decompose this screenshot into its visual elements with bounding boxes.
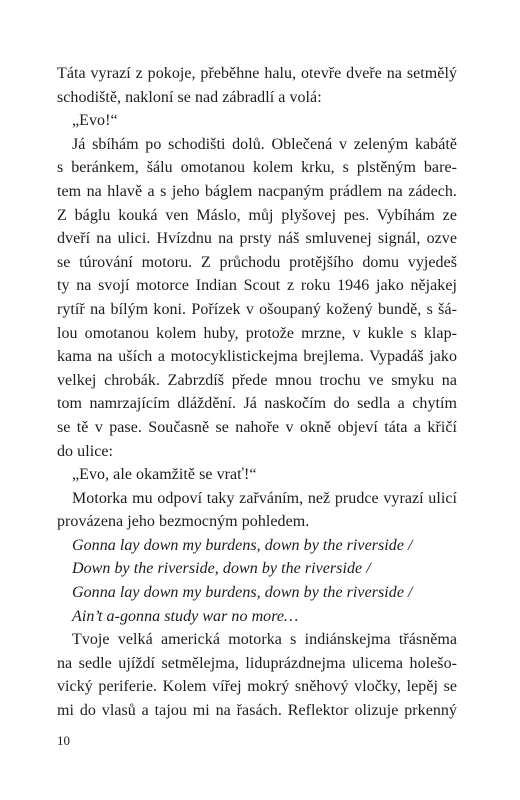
text-line: Motorka mu odpoví taky zařváním, než prudce vyrazí ulicí — [72, 489, 457, 507]
text-line: Táta vyrazí z pokoje, přeběhne halu, otevře dveře na setmělý — [57, 65, 457, 82]
text-line: s beránkem, šálu omotanou kolem krku, s plstěným bare- — [57, 159, 457, 177]
text-line: ty na svojí motorce Indian Scout z roku 1946 jako nějakej — [57, 277, 457, 295]
text-line: provázena jeho bezmocným pohledem. — [57, 513, 310, 531]
text-line: Z báglu kouká ven Máslo, můj plyšovej pes. Vybíhám ze — [57, 206, 457, 224]
book-page-text — [57, 62, 457, 723]
text-line: do ulice: — [57, 442, 113, 460]
lyric-line: Gonna lay down my burdens, down by the riverside / — [72, 584, 413, 602]
text-line: vický periferie. Kolem vířej mokrý sněhový vločky, lepěj se — [57, 678, 457, 696]
lyric-line: Gonna lay down my burdens, down by the riverside / — [72, 536, 413, 554]
text-line: „Evo, ale okamžitě se vrať!“ — [72, 466, 257, 484]
lyric-line: Ain’t a-gonna study war no more… — [72, 607, 299, 625]
lyric-line: Down by the riverside, down by the riverside / — [72, 560, 371, 578]
text-line: mi do vlasů a tajou mi na řasách. Reflektor olizuje prkenný — [57, 702, 457, 720]
text-line: tem na hlavě a s jeho báglem nacpaným prádlem na zádech. — [57, 182, 457, 200]
text-line: tom namrzajícím dláždění. Já naskočím do sedla a chytím — [57, 395, 457, 413]
text-line: schodiště, nakloní se nad zábradlí a volá: — [57, 88, 322, 106]
page-number: 10 — [57, 733, 70, 748]
text-line: Tvoje velká americká motorka s indiánskejma třásněma — [72, 631, 457, 649]
text-line: rytíř na bílým koni. Pořízek v ošoupaný kožený bundě, s šá- — [57, 300, 457, 318]
text-line: se tě v pase. Současně se nahoře v okně objeví táta a křičí — [57, 418, 457, 436]
text-line: „Evo!“ — [72, 112, 118, 130]
text-line: kama na uších a motocyklistickejma brejlema. Vypadáš jako — [57, 348, 457, 366]
text-line: se túrování motoru. Z průchodu protějšího domu vyjedeš — [57, 253, 457, 271]
text-line: na sedle ujíždí setmělejma, liduprázdnejma ulicema holešo- — [57, 654, 457, 672]
text-line: dveří na ulici. Hvízdnu na prsty náš smluvenej signál, ozve — [57, 230, 457, 248]
text-line: lou omotanou kolem huby, protože mrzne, v kukle s klap- — [57, 324, 457, 342]
text-line: velkej chrobák. Zabrzdíš přede mnou trochu ve smyku na — [57, 371, 457, 389]
text-line: Já sbíhám po schodišti dolů. Oblečená v zeleným kabátě — [72, 135, 457, 153]
